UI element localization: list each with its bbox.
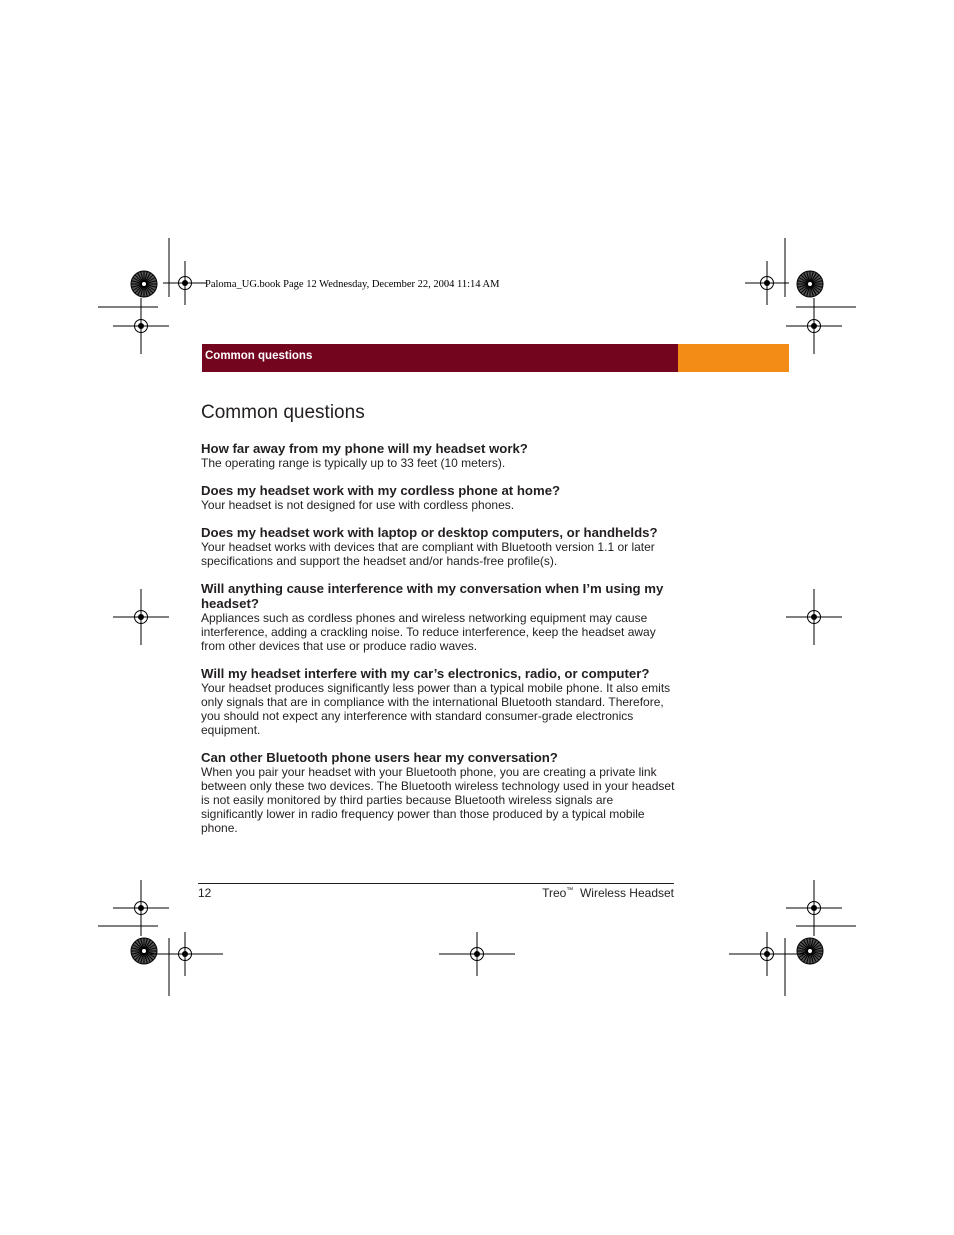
faq-answer: Your headset works with devices that are compliant with Bluetooth version 1.1 or later specifications and support the headset and/or hands-free profile(s). (201, 540, 655, 568)
faq-item (201, 750, 677, 835)
faq-answer: Appliances such as cordless phones and wireless networking equipment may cause interference, adding a crackling noise. To reduce interference, keep the headset away from other devices that use or produce radio waves. (201, 611, 656, 653)
starburst-center (142, 282, 146, 286)
footer-product-suffix: Wireless Headset (579, 886, 674, 900)
print-slug: Paloma_UG.book Page 12 Wednesday, December 22, 2004 11:14 AM (205, 279, 500, 290)
faq-item (201, 581, 677, 653)
registration-target-icon (811, 905, 817, 911)
faq-item (201, 525, 677, 568)
faq-answer: The operating range is typically up to 33 feet (10 meters). (201, 456, 506, 470)
registration-target-icon (811, 323, 817, 329)
page-title: Common questions (201, 402, 365, 423)
footer-rule (198, 883, 674, 884)
faq-item (201, 441, 677, 470)
starburst-center (142, 949, 146, 953)
faq-question: Can other Bluetooth phone users hear my conversation? (201, 750, 558, 765)
registration-target-icon (138, 614, 144, 620)
faq-answer: Your headset produces significantly less power than a typical mobile phone. It also emits only signals that are in compliance with the international Bluetooth standard. Therefore, you should not expect any interference with standard consumer-grade electronics equipment. (201, 681, 671, 737)
faq-question: Does my headset work with my cordless phone at home? (201, 483, 561, 498)
registration-target-icon (474, 951, 480, 957)
faq-question: Does my headset work with laptop or desktop computers, or handhelds? (201, 525, 658, 540)
registration-target-icon (182, 951, 188, 957)
faq-answer: When you pair your headset with your Bluetooth phone, you are creating a private link between only these two devices. The Bluetooth wireless technology used in your headset is not easily monitored by third parties because Bluetooth wireless signals are significantly lower in radio frequency power than those produced by a typical mobile phone. (201, 765, 675, 835)
faq-question: Will anything cause interference with my conversation when I’m using my headset? (201, 581, 664, 611)
registration-target-icon (138, 323, 144, 329)
section-header-accent (678, 344, 789, 372)
page-number: 12 (198, 886, 212, 900)
section-header-label: Common questions (205, 350, 313, 362)
registration-target-icon (764, 951, 770, 957)
faq-answer: Your headset is not designed for use with cordless phones. (201, 498, 515, 512)
main-content (201, 402, 677, 848)
registration-target-icon (138, 905, 144, 911)
starburst-center (808, 282, 812, 286)
footer-product-name: Treo (542, 886, 567, 900)
trademark-symbol: ™ (566, 887, 574, 894)
faq-question: How far away from my phone will my headset work? (201, 441, 528, 456)
registration-target-icon (811, 614, 817, 620)
footer-product (474, 886, 674, 900)
registration-target-icon (182, 280, 188, 286)
faq-item (201, 666, 677, 737)
registration-target-icon (764, 280, 770, 286)
faq-item (201, 483, 677, 512)
faq-question: Will my headset interfere with my car’s electronics, radio, or computer? (201, 666, 650, 681)
starburst-center (808, 949, 812, 953)
